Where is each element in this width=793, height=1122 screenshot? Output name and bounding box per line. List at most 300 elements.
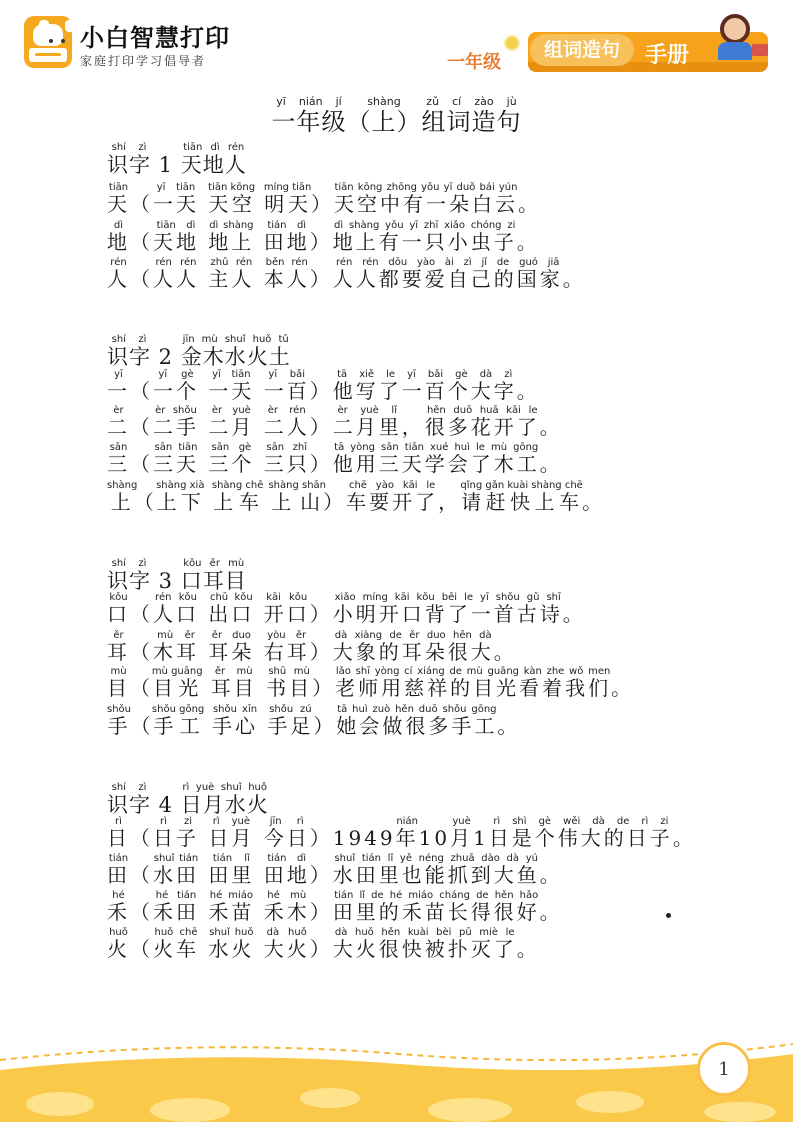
- pinyin-text: tā huì zuò hěn duō shǒu gōng: [336, 704, 498, 715]
- hanzi-text: 明天: [263, 192, 312, 216]
- pinyin-text: ěr: [107, 630, 130, 641]
- pinyin-text: kǒu ěr mù: [180, 558, 247, 569]
- pinyin-text: ěr duo: [208, 630, 255, 641]
- hanzi-with-pinyin: [153, 405, 199, 439]
- plain-text: [254, 863, 263, 887]
- books-icon: [752, 44, 768, 56]
- dog-logo-icon: [33, 24, 63, 46]
- pinyin-text: xiǎo míng kāi kǒu bēi le yī shǒu gǔ shī: [332, 592, 563, 603]
- pinyin-text: sān gè: [208, 442, 255, 453]
- hanzi-text: 二: [107, 415, 130, 439]
- hanzi-text: 手心: [212, 714, 259, 738]
- pinyin-text: yī tiān: [208, 369, 255, 380]
- hanzi-text: 大火很快被扑灭了: [332, 937, 517, 961]
- hanzi-text: 田: [107, 863, 130, 887]
- hanzi-with-pinyin: [263, 592, 310, 626]
- hanzi-with-pinyin: [332, 257, 563, 291]
- hanzi-with-pinyin: [335, 666, 612, 700]
- plain-text: ）: [309, 230, 333, 254]
- hanzi-with-pinyin: [210, 666, 257, 700]
- plain-text: ）: [313, 714, 337, 738]
- pinyin-text: sān: [107, 442, 130, 453]
- hanzi-text: 地: [107, 230, 130, 254]
- pinyin-text: shàng chē: [211, 480, 264, 491]
- hanzi-text: 火: [107, 937, 130, 961]
- hanzi-text: 一天: [153, 192, 199, 216]
- pinyin-text: shuǐ huǒ: [208, 927, 255, 938]
- plain-text: 4: [151, 793, 181, 817]
- pinyin-text: dà huǒ hěn kuài bèi pū miè le: [332, 927, 517, 938]
- hanzi-with-pinyin: [332, 369, 517, 403]
- hanzi-text: 识字: [107, 345, 151, 369]
- hanzi-text: 天地: [153, 230, 199, 254]
- plain-text: [255, 192, 264, 216]
- vocab-sentence-line: [107, 666, 634, 701]
- hanzi-text: 耳: [107, 640, 130, 664]
- hanzi-with-pinyin: [263, 182, 312, 216]
- hanzi-text: 天空: [208, 192, 256, 216]
- hanzi-text: 耳目: [210, 676, 257, 700]
- plain-text: ）: [310, 192, 334, 216]
- hanzi-text: 人人都要爱自己的国家: [332, 267, 563, 291]
- plain-text: （: [130, 937, 153, 961]
- hanzi-text: 一: [107, 379, 130, 403]
- hanzi-text: 田里的禾苗长得很好: [332, 900, 540, 924]
- plain-text: [254, 379, 263, 403]
- hanzi-text: 上下: [156, 490, 205, 514]
- hanzi-text: 今日: [263, 826, 310, 850]
- hanzi-with-pinyin: [153, 890, 199, 924]
- pinyin-text: tián: [107, 853, 130, 864]
- hanzi-with-pinyin: [153, 182, 199, 216]
- brand-logo: [24, 16, 72, 68]
- hanzi-with-pinyin: [208, 630, 255, 664]
- pinyin-text: tiān kōng: [208, 182, 256, 193]
- hanzi-text: 水火: [208, 937, 255, 961]
- hanzi-text: 日子: [153, 826, 199, 850]
- pinyin-text: zhǔ rén: [208, 257, 255, 268]
- hanzi-text: 三: [107, 452, 130, 476]
- plain-text: 1949: [332, 826, 396, 850]
- plain-text: 。: [516, 379, 540, 403]
- plain-text: （: [130, 452, 153, 476]
- hanzi-with-pinyin: [346, 480, 439, 514]
- hanzi-text: 田地: [263, 230, 310, 254]
- plain-text: 。: [672, 826, 696, 850]
- pinyin-text: shuǐ tián: [153, 853, 199, 864]
- pinyin-text: shàng: [367, 95, 401, 108]
- pinyin-text: dà huǒ: [263, 927, 310, 938]
- pinyin-text: rì: [107, 816, 130, 827]
- pinyin-text: mù guāng: [151, 666, 203, 677]
- vocab-sentence-line: [107, 220, 540, 255]
- hanzi-with-pinyin: [263, 369, 310, 403]
- pinyin-text: tā xiě le yī bǎi gè dà zì: [332, 369, 517, 380]
- hanzi-with-pinyin: [263, 442, 310, 476]
- plain-text: （: [130, 192, 153, 216]
- pinyin-text: rì zi: [153, 816, 199, 827]
- hanzi-text: 日是个伟大的日子: [488, 826, 673, 850]
- pinyin-text: zǔ cí zào jù: [421, 95, 522, 108]
- plain-text: （: [130, 379, 153, 403]
- plain-text: [199, 900, 208, 924]
- hanzi-text: 出口: [208, 602, 255, 626]
- plain-text: （: [130, 863, 153, 887]
- plain-text: [201, 676, 210, 700]
- hanzi-text: 日月: [208, 826, 255, 850]
- vocab-sentence-line: [107, 592, 586, 627]
- hanzi-text: 金木水火土: [180, 345, 291, 369]
- plain-text: ）: [309, 379, 333, 403]
- pinyin-text: rén rén dōu yào ài zì jǐ de guó jiā: [332, 257, 563, 268]
- hanzi-with-pinyin: [488, 816, 673, 850]
- plain-text: 。: [516, 937, 540, 961]
- plain-text: ）: [309, 640, 333, 664]
- pinyin-text: tián lǐ: [208, 853, 255, 864]
- hanzi-with-pinyin: [107, 142, 151, 177]
- plain-text: ）: [312, 676, 336, 700]
- hanzi-with-pinyin: [271, 95, 347, 136]
- hanzi-with-pinyin: [421, 95, 522, 136]
- hanzi-with-pinyin: [211, 480, 264, 514]
- pinyin-text: èr yuè: [208, 405, 255, 416]
- hanzi-text: 请赶快上车: [460, 490, 583, 514]
- hanzi-with-pinyin: [153, 369, 199, 403]
- lightbulb-icon: [506, 37, 518, 49]
- hanzi-text: 目: [107, 676, 130, 700]
- hanzi-text: 主人: [208, 267, 255, 291]
- hanzi-with-pinyin: [153, 853, 199, 887]
- hanzi-text: 大火: [263, 937, 310, 961]
- hanzi-with-pinyin: [332, 220, 517, 254]
- plain-text: （: [133, 490, 157, 514]
- hanzi-text: 右耳: [263, 640, 310, 664]
- plain-text: 。: [516, 230, 540, 254]
- hanzi-with-pinyin: [153, 927, 199, 961]
- hanzi-with-pinyin: [107, 334, 151, 369]
- hanzi-with-pinyin: [208, 405, 255, 439]
- hanzi-with-pinyin: [208, 890, 255, 924]
- plain-text: 。: [582, 490, 606, 514]
- hanzi-text: 二月: [208, 415, 255, 439]
- pinyin-text: rì shì gè wěi dà de rì zi: [488, 816, 673, 827]
- plain-text: 3: [151, 569, 181, 593]
- hanzi-text: 水田里也能抓到大鱼: [332, 863, 540, 887]
- hanzi-text: 年: [395, 826, 419, 850]
- plain-text: [199, 937, 208, 961]
- plain-text: 。: [539, 452, 563, 476]
- hanzi-with-pinyin: [107, 442, 130, 476]
- pinyin-text: dì: [107, 220, 130, 231]
- plain-text: 。: [517, 192, 541, 216]
- hanzi-with-pinyin: [263, 220, 310, 254]
- plain-text: ）: [309, 900, 333, 924]
- pinyin-text: èr rén: [263, 405, 310, 416]
- hanzi-with-pinyin: [336, 704, 498, 738]
- hanzi-text: 口耳目: [180, 569, 247, 593]
- hanzi-text: 他写了一百个大字: [332, 379, 517, 403]
- hanzi-text: 小明开口背了一首古诗: [332, 602, 563, 626]
- pinyin-text: chē yào kāi le: [346, 480, 439, 491]
- hanzi-with-pinyin: [153, 630, 199, 664]
- hanzi-with-pinyin: [266, 666, 313, 700]
- footer-wave-decoration: [0, 1040, 793, 1122]
- hanzi-text: 手: [107, 714, 131, 738]
- hanzi-with-pinyin: [263, 853, 310, 887]
- pinyin-text: dì shàng: [208, 220, 255, 231]
- hanzi-text: 地上有一只小虫子: [332, 230, 517, 254]
- hanzi-with-pinyin: [107, 480, 138, 514]
- hanzi-text: 禾: [107, 900, 130, 924]
- pinyin-text: èr: [107, 405, 130, 416]
- hanzi-text: 人口: [153, 602, 199, 626]
- hanzi-text: 上: [107, 490, 138, 514]
- hanzi-with-pinyin: [151, 704, 205, 738]
- pinyin-text: tā yòng sān tiān xué huì le mù gōng: [332, 442, 540, 453]
- pinyin-text: hé: [107, 890, 130, 901]
- vocab-sentence-line: [107, 853, 563, 888]
- plain-text: 。: [539, 415, 563, 439]
- plain-text: （: [130, 640, 153, 664]
- plain-text: [257, 676, 266, 700]
- pinyin-text: sān zhī: [263, 442, 310, 453]
- hanzi-text: 目光: [151, 676, 203, 700]
- pinyin-text: qǐng gǎn kuài shàng chē: [460, 480, 583, 491]
- hanzi-text: 水田: [153, 863, 199, 887]
- hanzi-with-pinyin: [107, 890, 130, 924]
- plain-text: [254, 267, 263, 291]
- pinyin-text: hé mù: [263, 890, 310, 901]
- topic-pill: 组词造句: [530, 34, 634, 66]
- pinyin-text: tián dì: [263, 220, 310, 231]
- hanzi-with-pinyin: [208, 257, 255, 291]
- vocab-sentence-line: [107, 630, 517, 665]
- hanzi-with-pinyin: [208, 927, 255, 961]
- plain-text: [203, 714, 212, 738]
- pinyin-text: tiān: [107, 182, 130, 193]
- plain-text: 1: [151, 153, 181, 177]
- pinyin-text: shuǐ tián lǐ yě néng zhuā dào dà yú: [332, 853, 540, 864]
- hanzi-text: 天: [107, 192, 130, 216]
- plain-text: [199, 863, 208, 887]
- pinyin-text: sān tiān: [153, 442, 199, 453]
- pinyin-text: tiān dì: [153, 220, 199, 231]
- plain-text: ，: [438, 490, 462, 514]
- section-heading: [107, 142, 247, 179]
- hanzi-text: 手工: [151, 714, 205, 738]
- hanzi-with-pinyin: [267, 704, 314, 738]
- plain-text: ，: [401, 415, 425, 439]
- hanzi-with-pinyin: [153, 220, 199, 254]
- pinyin-text: mù ěr: [153, 630, 199, 641]
- plain-text: 2: [151, 345, 181, 369]
- hanzi-text: 一个: [153, 379, 199, 403]
- plain-text: ）: [309, 826, 333, 850]
- hanzi-with-pinyin: [332, 442, 540, 476]
- hanzi-text: 田地: [263, 863, 310, 887]
- hanzi-text: 车要开了: [346, 490, 439, 514]
- hanzi-with-pinyin: [153, 592, 199, 626]
- hanzi-text: 一年级: [271, 108, 347, 136]
- hanzi-with-pinyin: [263, 816, 310, 850]
- pinyin-text: rì yuè shuǐ huǒ: [180, 782, 269, 793]
- hanzi-text: 组词造句: [421, 108, 522, 136]
- plain-text: [199, 602, 208, 626]
- pinyin-text: hé miáo: [208, 890, 255, 901]
- plain-text: （: [130, 826, 153, 850]
- pinyin-text: shí zì: [107, 558, 151, 569]
- hanzi-with-pinyin: [180, 142, 247, 177]
- vocab-sentence-line: [107, 182, 541, 217]
- hanzi-with-pinyin: [153, 257, 199, 291]
- hanzi-text: 日月水火: [180, 793, 269, 817]
- pinyin-text: jīn mù shuǐ huǒ tǔ: [180, 334, 291, 345]
- hanzi-with-pinyin: [107, 558, 151, 593]
- pinyin-text: míng tiān: [263, 182, 312, 193]
- hanzi-with-pinyin: [332, 890, 540, 924]
- hanzi-with-pinyin: [208, 369, 255, 403]
- hanzi-text: 识字: [107, 793, 151, 817]
- hanzi-with-pinyin: [263, 890, 310, 924]
- hanzi-text: 天空中有一朵白云: [333, 192, 518, 216]
- title-text: [271, 95, 522, 136]
- pinyin-text: tián dì: [263, 853, 310, 864]
- hanzi-with-pinyin: [107, 666, 130, 700]
- plain-text: [254, 826, 263, 850]
- hanzi-text: 人: [107, 267, 130, 291]
- pinyin-text: èr yuè lǐ: [332, 405, 402, 416]
- section-heading: [107, 334, 291, 371]
- pinyin-text: mù: [107, 666, 130, 677]
- pinyin-text: kāi kǒu: [263, 592, 310, 603]
- hanzi-text: 田里: [208, 863, 255, 887]
- pinyin-text: ěr mù: [210, 666, 257, 677]
- plain-text: [199, 230, 208, 254]
- plain-text: 1: [473, 826, 489, 850]
- hanzi-with-pinyin: [107, 630, 130, 664]
- plain-text: ）: [309, 937, 333, 961]
- section-heading: [107, 782, 269, 819]
- pinyin-text: shǒu: [107, 704, 132, 715]
- hanzi-text: 人人: [153, 267, 199, 291]
- hanzi-with-pinyin: [180, 782, 269, 817]
- pinyin-text: shí zì: [107, 142, 151, 153]
- hanzi-with-pinyin: [180, 558, 247, 593]
- hanzi-text: 老师用慈祥的目光看着我们: [335, 676, 612, 700]
- hanzi-with-pinyin: [263, 257, 310, 291]
- pinyin-text: shū mù: [266, 666, 313, 677]
- handbook-label: 手册: [645, 43, 690, 68]
- pinyin-text: shǒu xīn: [212, 704, 259, 715]
- hanzi-text: 上车: [211, 490, 264, 514]
- vocab-sentence-line: [107, 257, 586, 292]
- pinyin-text: shàng shān: [268, 480, 327, 491]
- plain-text: 。: [539, 863, 563, 887]
- plain-text: [199, 452, 208, 476]
- hanzi-text: 识字: [107, 153, 151, 177]
- plain-text: （: [130, 267, 153, 291]
- plain-text: [254, 452, 263, 476]
- vocab-sentence-line: [107, 816, 696, 851]
- hanzi-text: 耳朵: [208, 640, 255, 664]
- plain-text: ）: [396, 108, 422, 136]
- hanzi-text: 二月里: [332, 415, 402, 439]
- hanzi-with-pinyin: [153, 816, 199, 850]
- pinyin-text: shàng xià: [156, 480, 205, 491]
- vocab-sentence-line: [107, 442, 563, 477]
- hanzi-with-pinyin: [107, 592, 130, 626]
- hanzi-text: 三天: [153, 452, 199, 476]
- hanzi-text: 禾苗: [208, 900, 255, 924]
- hanzi-with-pinyin: [208, 853, 255, 887]
- hanzi-text: 一天: [208, 379, 255, 403]
- hanzi-text: 二人: [263, 415, 310, 439]
- hanzi-text: 天地人: [180, 153, 247, 177]
- pinyin-text: tián lǐ de hé miáo cháng de hěn hǎo: [332, 890, 540, 901]
- hanzi-with-pinyin: [208, 816, 255, 850]
- pinyin-text: hěn duō huā kāi le: [424, 405, 540, 416]
- plain-text: （: [130, 415, 153, 439]
- hanzi-with-pinyin: [367, 95, 401, 136]
- vocab-sentence-line: [107, 704, 520, 739]
- hanzi-text: 三只: [263, 452, 310, 476]
- hanzi-with-pinyin: [424, 405, 540, 439]
- hanzi-with-pinyin: [332, 405, 402, 439]
- pinyin-text: rén kǒu: [153, 592, 199, 603]
- hanzi-with-pinyin: [212, 704, 259, 738]
- pinyin-text: shí zì: [107, 782, 151, 793]
- plain-text: 。: [497, 714, 521, 738]
- hanzi-with-pinyin: [107, 704, 132, 738]
- hanzi-with-pinyin: [332, 853, 540, 887]
- pinyin-text: yòu ěr: [263, 630, 310, 641]
- pinyin-text: yī gè: [153, 369, 199, 380]
- vocab-sentence-line: [107, 369, 540, 404]
- pinyin-text: yī bǎi: [263, 369, 310, 380]
- hanzi-text: 识字: [107, 569, 151, 593]
- vocab-sentence-line: [107, 927, 540, 962]
- stray-dot: [666, 913, 671, 918]
- plain-text: 。: [562, 602, 586, 626]
- hanzi-text: 口: [107, 602, 130, 626]
- plain-text: （: [130, 602, 153, 626]
- section-heading: [107, 558, 247, 595]
- plain-text: [254, 602, 263, 626]
- hanzi-with-pinyin: [107, 782, 151, 817]
- hanzi-text: 月: [450, 826, 474, 850]
- plain-text: （: [130, 676, 153, 700]
- pinyin-text: nián: [395, 816, 419, 827]
- hanzi-with-pinyin: [208, 182, 256, 216]
- hanzi-text: 本人: [263, 267, 310, 291]
- pinyin-text: yuè: [450, 816, 474, 827]
- brand-name: 小白智慧打印: [80, 24, 230, 52]
- pinyin-text: chū kǒu: [208, 592, 255, 603]
- hanzi-text: 三个: [208, 452, 255, 476]
- student-body-illustration: [718, 42, 752, 60]
- plain-text: （: [346, 108, 372, 136]
- hanzi-text: 二手: [153, 415, 199, 439]
- plain-text: [199, 826, 208, 850]
- plain-text: [254, 640, 263, 664]
- pinyin-text: rì yuè: [208, 816, 255, 827]
- plain-text: [258, 714, 267, 738]
- hanzi-with-pinyin: [268, 480, 327, 514]
- pinyin-text: běn rén: [263, 257, 310, 268]
- hanzi-with-pinyin: [332, 630, 494, 664]
- hanzi-text: 手足: [267, 714, 314, 738]
- hanzi-text: 地上: [208, 230, 255, 254]
